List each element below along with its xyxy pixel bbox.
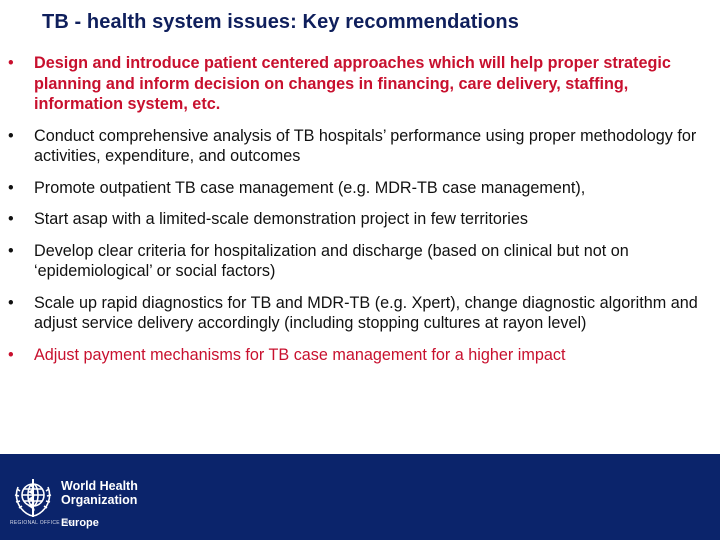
who-logo-region: Europe	[61, 517, 99, 529]
bullet-marker: •	[8, 210, 14, 228]
bullet-list	[8, 53, 716, 376]
who-logo-line1: World Health	[61, 479, 138, 493]
bullet-marker: •	[8, 54, 14, 72]
bullet-item	[8, 345, 716, 366]
footer-bar	[0, 454, 720, 540]
bullet-item	[8, 241, 716, 282]
bullet-marker: •	[8, 345, 14, 364]
who-emblem-icon	[8, 473, 58, 523]
bullet-item	[8, 53, 716, 115]
slide-title: TB - health system issues: Key recommendations	[42, 11, 519, 33]
bullet-marker: •	[8, 178, 14, 197]
bullet-text: Promote outpatient TB case management (e.g. MDR-TB case management),	[34, 178, 586, 197]
who-logo	[8, 473, 168, 533]
bullet-item	[8, 126, 716, 167]
bullet-text: Conduct comprehensive analysis of TB hospitals’ performance using proper methodology for activities, expenditure, and outcomes	[34, 126, 697, 165]
bullet-text: Start asap with a limited-scale demonstration project in few territories	[34, 210, 528, 228]
who-logo-subtitle: REGIONAL OFFICE FOR	[10, 520, 74, 526]
bullet-text: Adjust payment mechanisms for TB case management for a higher impact	[34, 345, 566, 364]
who-logo-text	[61, 479, 138, 507]
bullet-text: Scale up rapid diagnostics for TB and MDR-TB (e.g. Xpert), change diagnostic algorithm and adjust service delivery accordingly (including stopping cultures at rayon level)	[34, 293, 698, 332]
who-logo-line2: Organization	[61, 493, 138, 507]
bullet-item	[8, 293, 716, 334]
bullet-marker: •	[8, 241, 14, 260]
bullet-text: Design and introduce patient centered approaches which will help proper strategic planning and inform decision on changes in financing, care delivery, staffing, information system, etc.	[34, 54, 671, 113]
bullet-marker: •	[8, 293, 14, 312]
bullet-marker: •	[8, 126, 14, 145]
bullet-item	[8, 209, 716, 230]
bullet-item	[8, 178, 716, 199]
bullet-text: Develop clear criteria for hospitalization and discharge (based on clinical but not on ‘epidemiological’ or social factors)	[34, 241, 629, 280]
